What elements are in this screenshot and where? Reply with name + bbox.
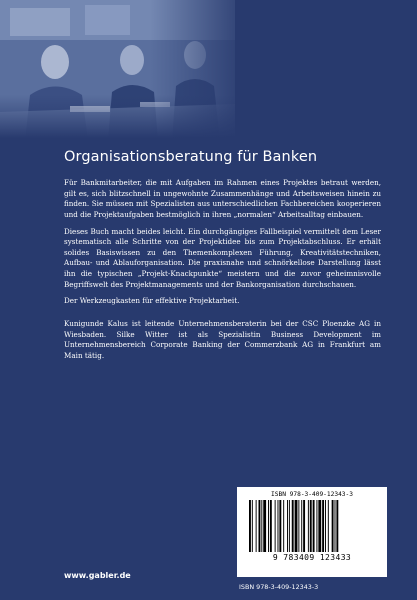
- book-title: Organisationsberatung für Banken: [64, 149, 318, 165]
- isbn-top-label: ISBN 978-3-409-12343-3: [271, 491, 353, 498]
- photo-fade-bottom: [0, 95, 235, 140]
- cover-photo: [0, 0, 235, 140]
- barcode-bar: [275, 500, 276, 552]
- barcode-box: [237, 487, 387, 577]
- barcode-bar: [313, 500, 315, 552]
- barcode-bar: [292, 500, 294, 552]
- barcode-bar: [308, 500, 309, 552]
- barcode-bar: [270, 500, 272, 552]
- barcode-bar: [322, 500, 324, 552]
- barcode-bar: [336, 500, 338, 552]
- barcode-digits: 9 783409 123433: [272, 553, 352, 562]
- barcode-bar: [278, 500, 279, 552]
- barcode-bar: [303, 500, 305, 552]
- barcode-bar: [289, 500, 290, 552]
- barcode-bar: [268, 500, 269, 552]
- barcode-bar: [301, 500, 302, 552]
- barcode-bar: [252, 500, 253, 552]
- barcode-bar: [310, 500, 312, 552]
- barcode-bar: [249, 500, 251, 552]
- barcode-bar: [279, 500, 281, 552]
- barcode-bar: [287, 500, 288, 552]
- barcode-bar: [261, 500, 262, 552]
- barcode-bar: [328, 500, 329, 552]
- barcode-bar: [283, 500, 284, 552]
- barcode-bar: [259, 500, 261, 552]
- blurb-text: [64, 178, 381, 367]
- blurb-tagline: Der Werkzeugkasten für effektive Projektarbeit.: [64, 296, 240, 306]
- isbn-bottom-label: ISBN 978-3-409-12343-3: [239, 583, 319, 591]
- author-bio: Kunigunde Kalus ist leitende Unternehmensberaterin bei der CSC Ploenzke AG in Wiesbaden. Silke Witter ist als Spezialistin Business Development im Unternehmensbereich Corporate Banking der Commerzbank AG in Frankfurt am Main tätig.: [64, 318, 381, 360]
- blurb-paragraph-intro: Für Bankmitarbeiter, die mit Aufgaben im Rahmen eines Projektes betraut werden, gilt es, sich blitzschnell in ungewohnte Zusammenhänge und Arbeitsweisen hinein zu finden. Sie müssen mit Spezialisten aus unterschiedlichen Fachbereichen kooperieren und die Projektaufgaben bestmöglich in ihren „normalen“ Arbeitsalltag einbauen.: [64, 178, 381, 219]
- barcode-bar: [335, 500, 336, 552]
- barcode-bar: [325, 500, 326, 552]
- barcode-bar: [318, 500, 321, 552]
- publisher-website[interactable]: www.gabler.de: [64, 571, 131, 580]
- barcode-bar: [295, 500, 298, 552]
- blurb-paragraph-content: Dieses Buch macht beides leicht. Ein durchgängiges Fallbeispiel vermittelt dem Leser systematisch alle Schritte von der Projektidee bis zum Projektabschluss. Er erhält solides Basiswissen zu den Themenkomplexen Führung, Kreativitätstechniken, Aufbau- und Ablauforganisation. Die praxisnahe und schnörkellose Darstellung lässt ihn die typischen „Projekt-Knackpunkte“ meistern und die zuvor geheimnisvolle Begriffswelt des Projektmanagements und der Bankorganisation durchschauen.: [64, 226, 381, 289]
- barcode-bar: [332, 500, 334, 552]
- barcode-image: [247, 500, 377, 552]
- barcode-bar: [256, 500, 257, 552]
- barcode-bar: [298, 500, 299, 552]
- barcode-bar: [263, 500, 266, 552]
- barcode-bar: [316, 500, 317, 552]
